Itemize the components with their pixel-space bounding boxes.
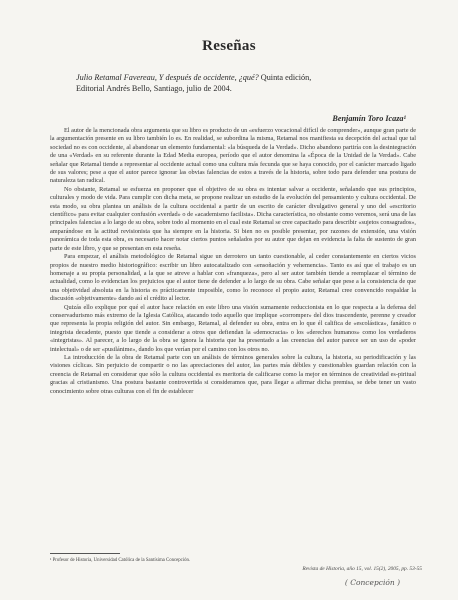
paragraph: La introducción de la obra de Retamal parte con un análisis de términos generales sobre la cultura, la historia, su periodificación y las visiones cíclicas. Sin perjuicio de compartir o no las apreciaciones del autor, las partes más débiles y cuestionables guardan relación con la creencia de Retamal en considerar que sólo la cultura occidental es meritoria de calificarse como la mejor en términos de creatividad es-piritual gracias al cristianismo. Una postura bastante controvertida si consideramos que, para llegar a afirmar dicha premisa, se debe tener un vasto conocimiento sobre otras culturas con el fin de establecer [50,353,416,395]
handwritten-note: ( Concepción ) [344,578,400,587]
paragraph: Para empezar, el análisis metodológico de Retamal sigue un derrotero un tanto cuestionable, al ceder constantemente en ciertos vicios propios de nuestro medio historiográfico: escribir un libro autocatalizado con «ensoñación y vehemencia». Tanto es así que el trabajo es un homenaje a su propia personalidad, a la que se atreve a hablar con «franqueza», pero al ser autor también tiende a reemplazar el término de actualidad, como lo evidencian los prejuicios que el autor tiene de defender a lo largo de su obra. Cabe señalar que pese a la consistencia de que una objetividad absoluta en la historia es prácticamente imposible, como lo reconoce el propio autor, Retamal cree convencido respaldar la discusión «objetivamente» dando así el crédito al lector. [50,253,416,303]
paragraph: Quizás ello explique por qué el autor hace relación en este libro una visión sumamente reduccionista en lo que respecta a la defensa del conservadurismo más extremo de la Iglesia Católica, atacando todo aquello que implique «corromper» del dios trascendente, perenne y creador que representa la propia religión del autor. Sin embargo, Retamal, al defender su obra, entra en lo que él califica de «escolástica», fanático o integrista decadente, puesto que tiende a considerar a otros que defiendan la «democracia» o los «derechos humanos» como los verdaderos «integristas». Al parecer, a lo largo de la obra se ignora la historia que ha presentado a las creencias del autor parece ser un uso de «poder intelectual» o de ser «pusilánime», dando los que verían por el camino con los otros no. [50,303,416,353]
footnote: ¹ Profesor de Historia, Universidad Católica de la Santísima Concepción. [50,558,191,563]
book-edition: Quinta edición, [258,73,312,82]
footnote-divider [50,553,120,554]
book-author-title: Julio Retamal Favereau, Y después de occidente, ¿qué? [76,73,259,82]
review-body [50,127,416,396]
journal-citation: Revista de Historia, año 15, vol. 15(2), 2005, pp. 53-55 [302,566,422,572]
book-publisher: Editorial Andrés Bello, Santiago, julio de 2004. [76,83,232,93]
bibliographic-reference [76,73,406,94]
section-title: Reseñas [202,38,256,54]
paragraph: El autor de la mencionada obra argumenta que su libro es producto de un «esfuerzo vocacional difícil de comprender», aunque gran parte de la argumentación presente en su libro también lo es. En realidad, se subordina la misma, Retamal nos manifiesta su decepción del actual que tal sociedad no es con occidente, al abandonar un elemento fundamental: «la búsqueda de la Verdad». Dicho abandono partiría con la desintegración de una «Verdad» en su referente durante la Edad Media europea, período que el autor denomina la «Época de la Unidad de la Verdad». Cabe señalar que Retamal tiende a representar al occidente actual como una cultura más fecunda que se haya conocido, por el carácter marcado ligado de sus valores; pese a que el autor parece ignorar las obvias falencias de estos a través de la historia, sobre todo para defender una postura de naturaleza tan radical. [50,127,416,185]
paragraph: No obstante, Retamal se esfuerza en proponer que el objetivo de su obra es intentar salvar a occidente, señalando que sus principios, culturales y modo de vida. Para cumplir con dicha meta, se propone realizar un estudio de la evolución del pensamiento y cultura occidental. De esta modo, su obra plantea un análisis de la cultura occidental a partir de un escrito de carácter divulgativo general y uno del «escritorio científico» para evitar cualquier confusión «verdad» o de «academismo facilista». Dicha característica, no obstante como veremos, será una de las principales falencias a lo largo de su obra, sobre todo al momento en el cual este Retamal se cree capacitado para describir «sujetos consagrados», amparándose en la actitud revisionista que ha siempre en la historia. Si bien no es posible presentar, por razones de extensión, una visión panorámica de toda esta obra, es necesario hacer notar ciertos puntos señalados por su autor que dejan en evidencia la falta de sustento de gran parte de este libro, y que se presentan en esta reseña. [50,185,416,252]
reviewer-name: Benjamín Toro Icaza¹ [332,114,406,123]
